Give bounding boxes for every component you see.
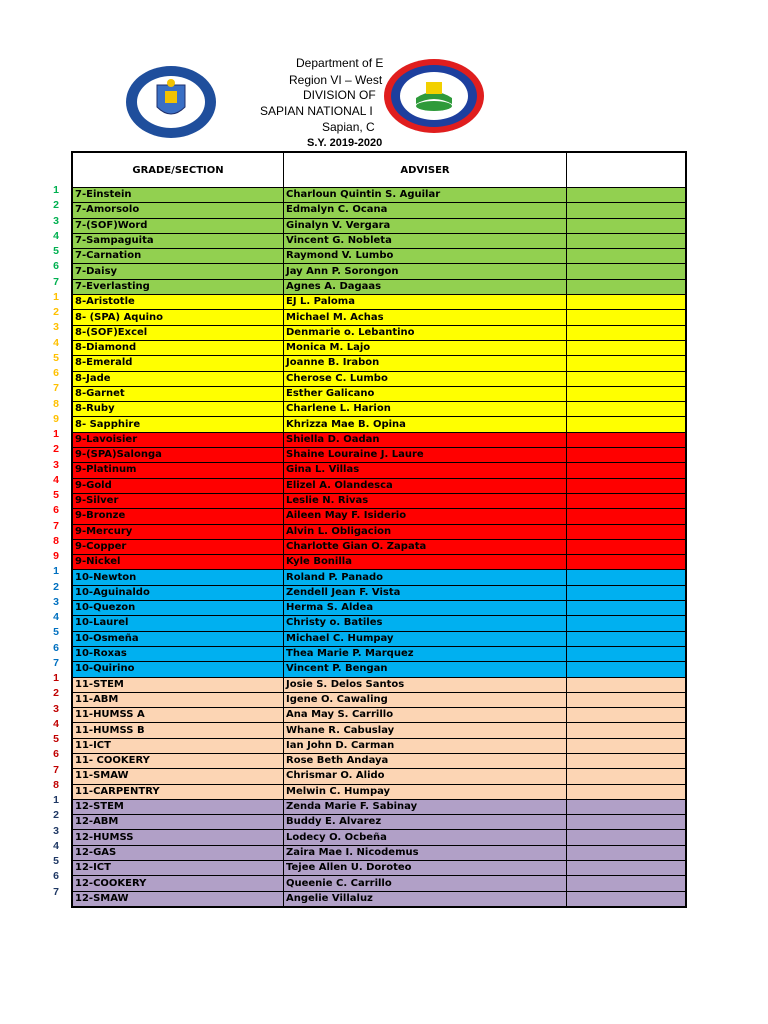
adviser-cell: Charloun Quintin S. Aguilar <box>284 188 567 203</box>
section-cell: 9-Nickel <box>72 555 284 570</box>
row-number: 3 <box>53 458 59 471</box>
blank-cell <box>567 769 687 784</box>
row-number: 2 <box>53 580 59 593</box>
row-number: 5 <box>53 626 59 639</box>
adviser-cell: Herma S. Aldea <box>284 601 567 616</box>
section-cell: 7-Amorsolo <box>72 203 284 218</box>
row-number: 5 <box>53 245 59 257</box>
adviser-cell: Edmalyn C. Ocana <box>284 203 567 218</box>
section-cell: 9-Gold <box>72 478 284 493</box>
table-row <box>72 417 686 432</box>
adviser-cell: Cherose C. Lumbo <box>284 371 567 386</box>
row-number: 2 <box>53 687 59 700</box>
row-number: 6 <box>53 367 59 379</box>
table-row <box>72 509 686 524</box>
row-number: 1 <box>53 794 59 806</box>
table-row <box>72 493 686 508</box>
blank-cell <box>567 662 687 677</box>
table-row <box>72 233 686 248</box>
section-cell: 12-GAS <box>72 845 284 860</box>
section-cell: 8-Jade <box>72 371 284 386</box>
blank-cell <box>567 279 687 294</box>
section-cell: 9-Bronze <box>72 509 284 524</box>
table-row <box>72 830 686 845</box>
adviser-cell: Vincent P. Bengan <box>284 662 567 677</box>
section-cell: 11- COOKERY <box>72 753 284 768</box>
blank-cell <box>567 753 687 768</box>
header-school-name: SAPIAN NATIONAL I <box>260 104 373 118</box>
adviser-cell: Igene O. Cawaling <box>284 692 567 707</box>
section-cell: 8-Garnet <box>72 386 284 401</box>
blank-cell <box>567 539 687 554</box>
blank-cell <box>567 570 687 585</box>
row-number-column <box>48 183 64 900</box>
adviser-cell: Roland P. Panado <box>284 570 567 585</box>
blank-cell <box>567 264 687 279</box>
table-row <box>72 570 686 585</box>
section-cell: 10-Quirino <box>72 662 284 677</box>
table-row <box>72 876 686 891</box>
blank-cell <box>567 325 687 340</box>
row-number: 5 <box>53 351 59 364</box>
section-cell: 10-Quezon <box>72 601 284 616</box>
section-cell: 8- Sapphire <box>72 417 284 432</box>
blank-cell <box>567 815 687 830</box>
row-number: 6 <box>53 504 59 517</box>
adviser-cell: Elizel A. Olandesca <box>284 478 567 493</box>
table-row <box>72 708 686 723</box>
blank-cell <box>567 845 687 860</box>
row-number: 7 <box>53 382 59 395</box>
header-grade-section: GRADE/SECTION <box>72 152 284 188</box>
blank-cell <box>567 356 687 371</box>
section-cell: 7-Sampaguita <box>72 233 284 248</box>
table-row <box>72 539 686 554</box>
table-row <box>72 386 686 401</box>
blank-cell <box>567 799 687 814</box>
section-cell: 10-Osmeña <box>72 631 284 646</box>
section-cell: 11-HUMSS B <box>72 723 284 738</box>
section-adviser-table <box>71 151 687 908</box>
row-number: 1 <box>53 565 59 578</box>
blank-cell <box>567 555 687 570</box>
table-row <box>72 845 686 860</box>
header-region: Region VI – West <box>289 73 383 87</box>
table-row <box>72 218 686 233</box>
table-row <box>72 478 686 493</box>
blank-cell <box>567 708 687 723</box>
row-number: 7 <box>53 519 59 532</box>
blank-cell <box>567 646 687 661</box>
row-number: 7 <box>53 763 59 776</box>
header-address: Sapian, C <box>322 120 375 134</box>
section-cell: 8-Diamond <box>72 340 284 355</box>
row-number: 2 <box>53 443 59 456</box>
adviser-cell: Lodecy O. Ocbeña <box>284 830 567 845</box>
adviser-cell: Alvin L. Obligacion <box>284 524 567 539</box>
row-number: 4 <box>53 336 59 349</box>
row-number: 3 <box>53 702 59 715</box>
adviser-cell: EJ L. Paloma <box>284 295 567 310</box>
table-row <box>72 662 686 677</box>
row-number: 1 <box>53 428 59 440</box>
section-cell: 11-HUMSS A <box>72 708 284 723</box>
adviser-cell: Chrismar O. Alido <box>284 769 567 784</box>
table-row <box>72 203 686 218</box>
section-cell: 9-Copper <box>72 539 284 554</box>
blank-cell <box>567 448 687 463</box>
section-cell: 8-Aristotle <box>72 295 284 310</box>
adviser-cell: Queenie C. Carrillo <box>284 876 567 891</box>
adviser-cell: Zenda Marie F. Sabinay <box>284 799 567 814</box>
adviser-cell: Raymond V. Lumbo <box>284 249 567 264</box>
table-row <box>72 356 686 371</box>
section-cell: 12-SMAW <box>72 891 284 907</box>
table-row <box>72 279 686 294</box>
adviser-cell: Tejee Allen U. Doroteo <box>284 861 567 876</box>
blank-cell <box>567 218 687 233</box>
row-number: 6 <box>53 870 59 883</box>
blank-cell <box>567 295 687 310</box>
adviser-cell: Gina L. Villas <box>284 463 567 478</box>
adviser-cell: Vincent G. Nobleta <box>284 233 567 248</box>
blank-cell <box>567 233 687 248</box>
adviser-cell: Rose Beth Andaya <box>284 753 567 768</box>
row-number: 7 <box>53 885 59 898</box>
section-cell: 9-Lavoisier <box>72 432 284 447</box>
row-number: 5 <box>53 489 59 501</box>
table-row <box>72 325 686 340</box>
table-row <box>72 784 686 799</box>
adviser-cell: Shaine Louraine J. Laure <box>284 448 567 463</box>
header-adviser: ADVISER <box>284 152 567 188</box>
blank-cell <box>567 601 687 616</box>
blank-cell <box>567 631 687 646</box>
table-row <box>72 631 686 646</box>
blank-cell <box>567 203 687 218</box>
section-cell: 10-Newton <box>72 570 284 585</box>
table-row <box>72 677 686 692</box>
row-number: 3 <box>53 321 59 334</box>
adviser-cell: Denmarie o. Lebantino <box>284 325 567 340</box>
blank-cell <box>567 677 687 692</box>
row-number: 4 <box>53 611 59 623</box>
table-row <box>72 340 686 355</box>
table-row <box>72 371 686 386</box>
adviser-cell: Christy o. Batiles <box>284 616 567 631</box>
adviser-cell: Charlene L. Harion <box>284 402 567 417</box>
adviser-cell: Melwin C. Humpay <box>284 784 567 799</box>
row-number: 9 <box>53 412 59 425</box>
table-row <box>72 188 686 203</box>
row-number: 4 <box>53 839 59 852</box>
adviser-cell: Esther Galicano <box>284 386 567 401</box>
blank-cell <box>567 830 687 845</box>
adviser-cell: Monica M. Lajo <box>284 340 567 355</box>
row-number: 5 <box>53 855 59 867</box>
row-number: 6 <box>53 641 59 654</box>
blank-cell <box>567 509 687 524</box>
row-number: 3 <box>53 214 59 227</box>
adviser-cell: Kyle Bonilla <box>284 555 567 570</box>
table-row <box>72 616 686 631</box>
section-cell: 7-Everlasting <box>72 279 284 294</box>
section-cell: 11-ABM <box>72 692 284 707</box>
blank-cell <box>567 417 687 432</box>
section-cell: 9-Silver <box>72 493 284 508</box>
blank-cell <box>567 585 687 600</box>
blank-cell <box>567 861 687 876</box>
blank-cell <box>567 891 687 907</box>
table-row <box>72 799 686 814</box>
adviser-cell: Charlotte Gian O. Zapata <box>284 539 567 554</box>
blank-cell <box>567 340 687 355</box>
blank-cell <box>567 463 687 478</box>
row-number: 3 <box>53 595 59 608</box>
table-row <box>72 692 686 707</box>
adviser-cell: Ian John D. Carman <box>284 738 567 753</box>
adviser-cell: Whane R. Cabuslay <box>284 723 567 738</box>
row-number: 4 <box>53 229 59 242</box>
table-row <box>72 295 686 310</box>
section-cell: 7-Carnation <box>72 249 284 264</box>
row-number: 8 <box>53 778 59 791</box>
section-cell: 7-Daisy <box>72 264 284 279</box>
row-number: 1 <box>53 290 59 303</box>
adviser-cell: Thea Marie P. Marquez <box>284 646 567 661</box>
school-seal-logo <box>382 58 486 134</box>
row-number: 5 <box>53 733 59 745</box>
header-department: Department of E <box>296 56 384 70</box>
section-cell: 10-Roxas <box>72 646 284 661</box>
table-row <box>72 432 686 447</box>
table-row <box>72 769 686 784</box>
section-cell: 11-STEM <box>72 677 284 692</box>
blank-cell <box>567 738 687 753</box>
table-row <box>72 815 686 830</box>
blank-cell <box>567 432 687 447</box>
document-header <box>0 0 768 150</box>
section-cell: 12-HUMSS <box>72 830 284 845</box>
row-number: 8 <box>53 397 59 410</box>
adviser-cell: Zaira Mae I. Nicodemus <box>284 845 567 860</box>
row-number: 8 <box>53 534 59 547</box>
adviser-cell: Aileen May F. Isiderio <box>284 509 567 524</box>
section-cell: 9-Platinum <box>72 463 284 478</box>
adviser-cell: Joanne B. Irabon <box>284 356 567 371</box>
section-cell: 12-STEM <box>72 799 284 814</box>
section-cell: 9-Mercury <box>72 524 284 539</box>
section-cell: 8-Emerald <box>72 356 284 371</box>
row-number: 3 <box>53 824 59 837</box>
section-cell: 7-(SOF)Word <box>72 218 284 233</box>
blank-cell <box>567 478 687 493</box>
school-year: S.Y. 2019-2020 <box>307 137 383 149</box>
deped-seal-logo <box>125 65 217 139</box>
section-cell: 10-Aguinaldo <box>72 585 284 600</box>
table-row <box>72 310 686 325</box>
blank-cell <box>567 249 687 264</box>
row-number: 9 <box>53 550 59 562</box>
section-cell: 12-ABM <box>72 815 284 830</box>
blank-cell <box>567 371 687 386</box>
row-number: 1 <box>53 672 59 684</box>
table-row <box>72 738 686 753</box>
table-row <box>72 723 686 738</box>
adviser-cell: Zendell Jean F. Vista <box>284 585 567 600</box>
table-row <box>72 402 686 417</box>
section-cell: 9-(SPA)Salonga <box>72 448 284 463</box>
adviser-cell: Josie S. Delos Santos <box>284 677 567 692</box>
table-row <box>72 524 686 539</box>
section-cell: 11-CARPENTRY <box>72 784 284 799</box>
blank-cell <box>567 188 687 203</box>
row-number: 1 <box>53 184 59 196</box>
blank-cell <box>567 616 687 631</box>
adviser-cell: Ginalyn V. Vergara <box>284 218 567 233</box>
blank-cell <box>567 386 687 401</box>
row-number: 7 <box>53 656 59 669</box>
blank-cell <box>567 493 687 508</box>
table-row <box>72 585 686 600</box>
blank-cell <box>567 310 687 325</box>
table-row <box>72 448 686 463</box>
table-row <box>72 601 686 616</box>
blank-cell <box>567 524 687 539</box>
row-number: 2 <box>53 306 59 318</box>
adviser-cell: Michael M. Achas <box>284 310 567 325</box>
section-cell: 12-ICT <box>72 861 284 876</box>
blank-cell <box>567 723 687 738</box>
adviser-cell: Ana May S. Carrillo <box>284 708 567 723</box>
adviser-cell: Shiella D. Oadan <box>284 432 567 447</box>
section-cell: 10-Laurel <box>72 616 284 631</box>
table-row <box>72 249 686 264</box>
blank-cell <box>567 402 687 417</box>
row-number: 4 <box>53 717 59 730</box>
section-cell: 8-Ruby <box>72 402 284 417</box>
table-row <box>72 861 686 876</box>
table-row <box>72 891 686 907</box>
table-row <box>72 463 686 478</box>
row-number: 6 <box>53 260 59 273</box>
row-number: 6 <box>53 748 59 761</box>
adviser-cell: Angelie Villaluz <box>284 891 567 907</box>
table-row <box>72 646 686 661</box>
adviser-cell: Leslie N. Rivas <box>284 493 567 508</box>
blank-cell <box>567 784 687 799</box>
adviser-cell: Michael C. Humpay <box>284 631 567 646</box>
table-row <box>72 264 686 279</box>
section-cell: 7-Einstein <box>72 188 284 203</box>
section-cell: 8-(SOF)Excel <box>72 325 284 340</box>
adviser-cell: Jay Ann P. Sorongon <box>284 264 567 279</box>
blank-cell <box>567 876 687 891</box>
section-cell: 11-ICT <box>72 738 284 753</box>
adviser-cell: Khrizza Mae B. Opina <box>284 417 567 432</box>
table-row <box>72 753 686 768</box>
row-number: 2 <box>53 199 59 212</box>
blank-cell <box>567 692 687 707</box>
header-division: DIVISION OF <box>303 88 376 102</box>
header-blank <box>567 152 687 188</box>
section-cell: 11-SMAW <box>72 769 284 784</box>
section-cell: 12-COOKERY <box>72 876 284 891</box>
adviser-cell: Buddy E. Alvarez <box>284 815 567 830</box>
section-cell: 8- (SPA) Aquino <box>72 310 284 325</box>
adviser-cell: Agnes A. Dagaas <box>284 279 567 294</box>
row-number: 7 <box>53 275 59 288</box>
table-row <box>72 555 686 570</box>
row-number: 4 <box>53 473 59 486</box>
table-header-row <box>72 152 686 188</box>
row-number: 2 <box>53 809 59 822</box>
